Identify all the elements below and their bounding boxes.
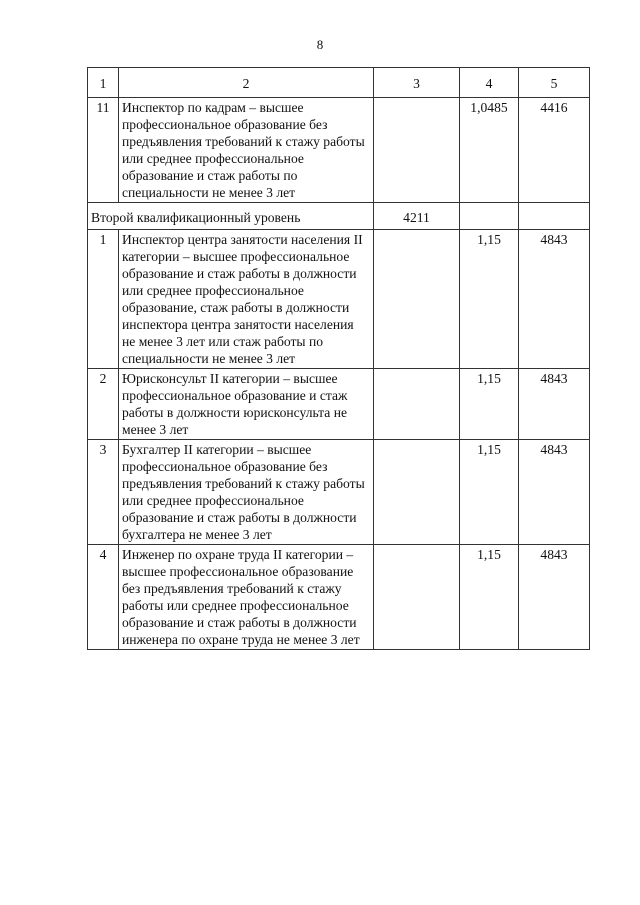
header-col-5: 5 <box>519 68 590 98</box>
qualification-level-row <box>88 203 590 230</box>
empty-cell <box>460 203 519 230</box>
base-salary-cell <box>374 440 460 545</box>
row-number: 1 <box>88 230 119 369</box>
qualification-level-label: Второй квалификационный уровень <box>88 203 374 230</box>
salary: 4416 <box>519 98 590 203</box>
page-number: 8 <box>316 37 324 52</box>
header-col-1: 1 <box>88 68 119 98</box>
position-description: Бухгалтер II категории – высшее профессиональное образование без предъявления требований к стажу работы или среднее профессиональное образование и стаж работы в должности бухгалтера не менее 3 лет <box>119 440 374 545</box>
base-salary-cell <box>374 98 460 203</box>
table-row <box>88 369 590 440</box>
empty-cell <box>519 203 590 230</box>
base-salary: 4211 <box>374 203 460 230</box>
position-description: Инспектор по кадрам – высшее профессиональное образование без предъявления требований к стажу работы или среднее профессиональное образование и стаж работы по специальности не менее 3 лет <box>119 98 374 203</box>
position-description: Юрисконсульт II категории – высшее профессиональное образование и стаж работы в должности юрисконсульта не менее 3 лет <box>119 369 374 440</box>
qualification-table <box>87 67 590 650</box>
row-number: 3 <box>88 440 119 545</box>
header-col-2: 2 <box>119 68 374 98</box>
table-header-row <box>88 68 590 98</box>
salary: 4843 <box>519 369 590 440</box>
coefficient: 1,15 <box>460 369 519 440</box>
table-row <box>88 545 590 650</box>
salary: 4843 <box>519 440 590 545</box>
base-salary-cell <box>374 369 460 440</box>
coefficient: 1,15 <box>460 440 519 545</box>
row-number: 4 <box>88 545 119 650</box>
table-row <box>88 440 590 545</box>
base-salary-cell <box>374 230 460 369</box>
coefficient: 1,0485 <box>460 98 519 203</box>
base-salary-cell <box>374 545 460 650</box>
salary: 4843 <box>519 545 590 650</box>
header-col-3: 3 <box>374 68 460 98</box>
header-col-4: 4 <box>460 68 519 98</box>
position-description: Инженер по охране труда II категории – высшее профессиональное образование без предъявления требований к стажу работы или среднее профессиональное образование и стаж работы в должности инженера по охране труда не менее 3 лет <box>119 545 374 650</box>
position-description: Инспектор центра занятости населения II категории – высшее профессиональное образование и стаж работы в должности или среднее профессиональное образование, стаж работы в должности инспектора центра занятости населения не менее 3 лет или стаж работы по специальности не менее 3 лет <box>119 230 374 369</box>
salary: 4843 <box>519 230 590 369</box>
coefficient: 1,15 <box>460 230 519 369</box>
coefficient: 1,15 <box>460 545 519 650</box>
row-number: 2 <box>88 369 119 440</box>
table-row <box>88 230 590 369</box>
row-number: 11 <box>88 98 119 203</box>
table-row <box>88 98 590 203</box>
